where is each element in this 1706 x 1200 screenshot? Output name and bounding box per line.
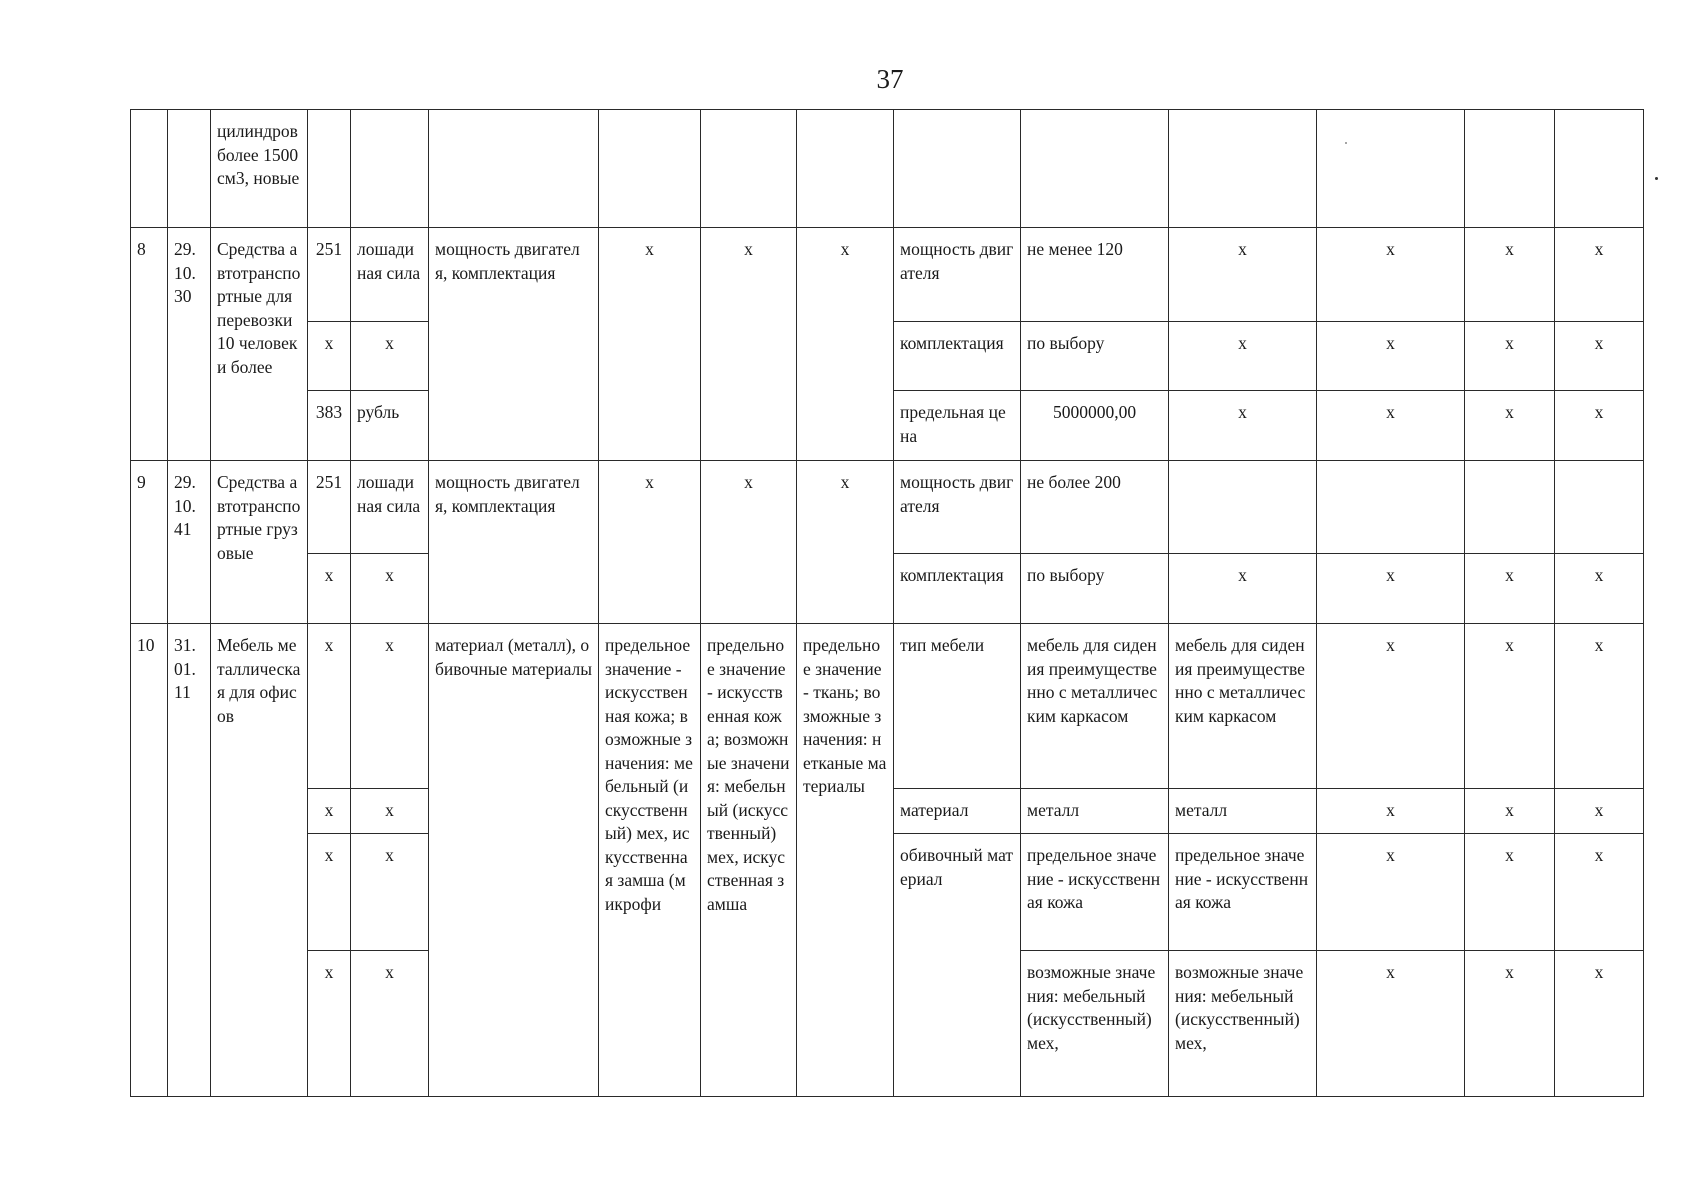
x-mark: x [1169,228,1317,322]
page-number: 37 [876,64,904,94]
cell [1555,110,1644,228]
x-mark: x [797,461,894,624]
item-name: Мебель металлическая для офисов [211,624,308,1097]
cell [429,110,599,228]
characteristic-name: комплектация [894,554,1021,624]
characteristic-value: возможные значения: мебельный (искусственный) мех, [1021,951,1169,1097]
table-row [131,461,1644,554]
unit-name: x [351,834,429,951]
characteristic-name: мощность двигателя [894,228,1021,322]
x-mark: x [701,461,797,624]
characteristics: материал (металл), обивочные материалы [429,624,599,1097]
x-mark: x [797,228,894,461]
characteristic-value: не более 200 [1021,461,1169,554]
x-mark: x [1169,322,1317,391]
characteristic-value: предельное значение - искусственная кожа [1169,834,1317,951]
x-mark: x [1555,228,1644,322]
characteristic-name: материал [894,789,1021,834]
unit-code: 383 [308,391,351,461]
item-name-cell: цилиндров более 1500 см3, новые [211,110,308,228]
cell [797,110,894,228]
characteristic-value: мебель для сидения преимущественно с металлическим каркасом [1021,624,1169,789]
characteristic-value: возможные значения: мебельный (искусственный) мех, [1169,951,1317,1097]
x-mark: x [1317,834,1465,951]
x-mark: x [1465,624,1555,789]
x-mark: x [1169,554,1317,624]
cell [308,110,351,228]
cell [168,110,211,228]
characteristic-value: мебель для сидения преимущественно с металлическим каркасом [1169,624,1317,789]
x-mark: x [1555,554,1644,624]
requirement-value: предельное значение - ткань; возможные значения: нетканые материалы [797,624,894,1097]
x-mark: x [599,228,701,461]
x-mark: x [1317,624,1465,789]
x-mark: x [1465,391,1555,461]
x-mark: x [1465,554,1555,624]
unit-name: x [351,554,429,624]
x-mark: x [1555,391,1644,461]
scan-speck [1655,177,1658,180]
cell [701,110,797,228]
item-number: 10 [131,624,168,1097]
characteristics: мощность двигателя, комплектация [429,228,599,461]
x-mark: x [1555,834,1644,951]
characteristics: мощность двигателя, комплектация [429,461,599,624]
x-mark: x [1465,789,1555,834]
x-mark: x [1555,951,1644,1097]
cell [894,110,1021,228]
x-mark: x [1317,554,1465,624]
x-mark: x [1169,391,1317,461]
characteristic-value: металл [1169,789,1317,834]
unit-name: x [351,322,429,391]
requirement-value: предельное значение - искусственная кожа; возможные значения: мебельный (искусственный) мех, искусственная замша [701,624,797,1097]
cell [1465,461,1555,554]
characteristic-name: предельная цена [894,391,1021,461]
unit-code: 251 [308,461,351,554]
x-mark: x [599,461,701,624]
x-mark: x [1465,228,1555,322]
x-mark: x [1555,322,1644,391]
unit-name: x [351,789,429,834]
x-mark: x [1465,834,1555,951]
characteristic-name: обивочный материал [894,834,1021,1097]
characteristic-name: мощность двигателя [894,461,1021,554]
characteristic-value: 5000000,00 [1021,391,1169,461]
unit-code: x [308,951,351,1097]
unit-code: x [308,624,351,789]
characteristic-value: по выбору [1021,554,1169,624]
cell [1169,110,1317,228]
characteristic-value: предельное значение - искусственная кожа [1021,834,1169,951]
x-mark: x [1555,789,1644,834]
x-mark: x [1465,322,1555,391]
specification-table [130,109,1644,1097]
item-number: 8 [131,228,168,461]
item-name: Средства автотранспортные для перевозки 10 человек и более [211,228,308,461]
characteristic-name: тип мебели [894,624,1021,789]
x-mark: x [701,228,797,461]
item-code: 29.10.41 [168,461,211,624]
item-name: Средства автотранспортные грузовые [211,461,308,624]
cell [1317,110,1465,228]
table-row [131,624,1644,789]
characteristic-value: по выбору [1021,322,1169,391]
item-code: 29.10.30 [168,228,211,461]
item-code: 31.01.11 [168,624,211,1097]
unit-code: x [308,789,351,834]
x-mark: x [1555,624,1644,789]
requirement-value: предельное значение - искусственная кожа; возможные значения: мебельный (искусственный) мех, искусственная замша (микрофи [599,624,701,1097]
x-mark: x [1317,228,1465,322]
unit-name: x [351,624,429,789]
cell [1465,110,1555,228]
cell [599,110,701,228]
unit-code: x [308,322,351,391]
unit-code: x [308,554,351,624]
x-mark: x [1317,391,1465,461]
unit-name: лошадиная сила [351,461,429,554]
unit-name: лошадиная сила [351,228,429,322]
unit-name: x [351,951,429,1097]
unit-code: x [308,834,351,951]
cell [131,110,168,228]
characteristic-name: комплектация [894,322,1021,391]
x-mark: x [1465,951,1555,1097]
cell [351,110,429,228]
cell [1021,110,1169,228]
table-row [131,228,1644,322]
cell [1317,461,1465,554]
x-mark: x [1317,951,1465,1097]
characteristic-value: металл [1021,789,1169,834]
scan-speck [1345,142,1347,144]
table-row [131,110,1644,228]
x-mark: x [1317,322,1465,391]
item-number: 9 [131,461,168,624]
characteristic-value: не менее 120 [1021,228,1169,322]
cell [1555,461,1644,554]
x-mark: x [1317,789,1465,834]
unit-name: рубль [351,391,429,461]
cell [1169,461,1317,554]
unit-code: 251 [308,228,351,322]
